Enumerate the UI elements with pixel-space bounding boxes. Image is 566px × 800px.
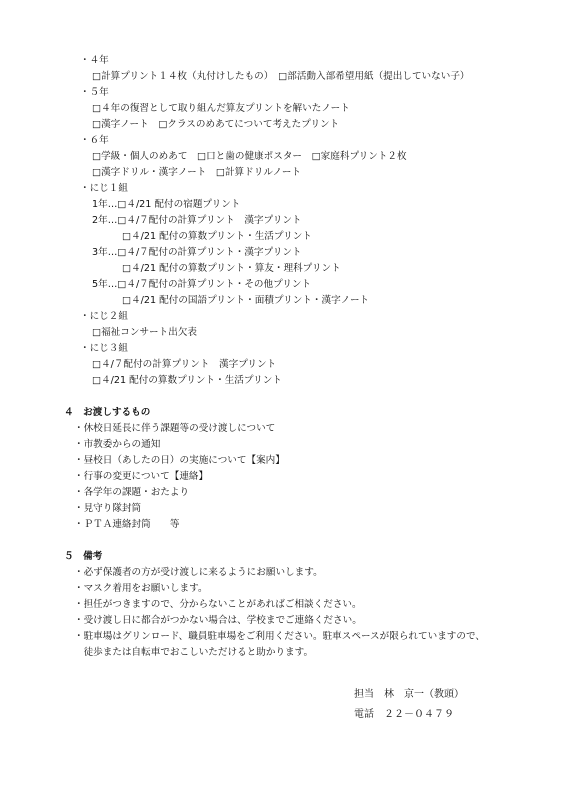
section5-item: ・駐車場はグリンロード、職員駐車場をご利用ください。駐車スペースが限られていますので、 <box>74 631 485 642</box>
section4-heading: ４ お渡しするもの <box>64 407 151 418</box>
section4-item: ・昼校日（あしたの日）の実施について【案内】 <box>74 455 285 466</box>
niji1-line: 5年…□４/７配付の計算プリント・その他プリント <box>92 279 312 290</box>
grade5-item: □４年の復習として取り組んだ算友プリントを解いたノート <box>92 103 350 114</box>
niji3-item: □４/７配付の計算プリント 漢字プリント <box>92 359 277 370</box>
section4-item: ・ＰＴＡ連絡封筒 等 <box>74 519 180 530</box>
section5-item: ・マスク着用をお願いします。 <box>74 583 208 594</box>
niji1-line: 2年…□４/７配付の計算プリント 漢字プリント <box>92 215 302 226</box>
niji1-heading: ・にじ１組 <box>80 183 128 194</box>
grade6-item: □学級・個人のめあて □口と歯の健康ポスター □家庭科プリント２枚 <box>92 151 407 162</box>
section4-item: ・休校日延長に伴う課題等の受け渡しについて <box>74 423 276 434</box>
niji1-line: □４/21 配付の算数プリント・算友・理科プリント <box>122 263 341 274</box>
section5-heading: ５ 備考 <box>64 551 103 562</box>
niji3-item: □４/21 配付の算数プリント・生活プリント <box>92 375 282 386</box>
grade5-heading: ・５年 <box>80 87 109 98</box>
grade4-heading: ・４年 <box>80 55 109 66</box>
niji2-heading: ・にじ２組 <box>80 311 128 322</box>
grade6-item: □漢字ドリル・漢字ノート □計算ドリルノート <box>92 167 302 178</box>
grade6-heading: ・６年 <box>80 135 109 146</box>
grade4-item: □計算プリント１４枚（丸付けしたもの） □部活動入部希望用紙（提出していない子） <box>92 71 470 82</box>
niji1-line: □４/21 配付の国語プリント・面積プリント・漢字ノート <box>122 295 370 306</box>
niji1-line: 3年…□４/７配付の計算プリント・漢字プリント <box>92 247 302 258</box>
section5-item: ・受け渡し日に都合がつかない場合は、学校までご連絡ください。 <box>74 615 362 626</box>
contact-person: 担当 林 京一（教頭） <box>354 689 464 700</box>
contact-phone: 電話 ２２－０４７９ <box>354 709 454 720</box>
niji3-heading: ・にじ３組 <box>80 343 128 354</box>
section4-item: ・行事の変更について【連絡】 <box>74 471 209 482</box>
section5-item: ・必ず保護者の方が受け渡しに来るようにお願いします。 <box>74 567 323 578</box>
section5-item: ・担任がつきますので、分からないことがあればご相談ください。 <box>74 599 362 610</box>
section4-item: ・見守り隊封筒 <box>74 503 142 514</box>
niji2-item: □福祉コンサート出欠表 <box>92 327 198 338</box>
section4-item: ・各学年の課題・おたより <box>74 487 190 498</box>
niji1-line: 1年…□４/21 配付の宿題プリント <box>92 199 241 210</box>
niji1-line: □４/21 配付の算数プリント・生活プリント <box>122 231 312 242</box>
grade5-item: □漢字ノート □クラスのめあてについて考えたプリント <box>92 119 340 130</box>
section4-item: ・市教委からの通知 <box>74 439 161 450</box>
section5-item: 徒歩または自転車でおこしいただけると助かります。 <box>74 647 314 658</box>
